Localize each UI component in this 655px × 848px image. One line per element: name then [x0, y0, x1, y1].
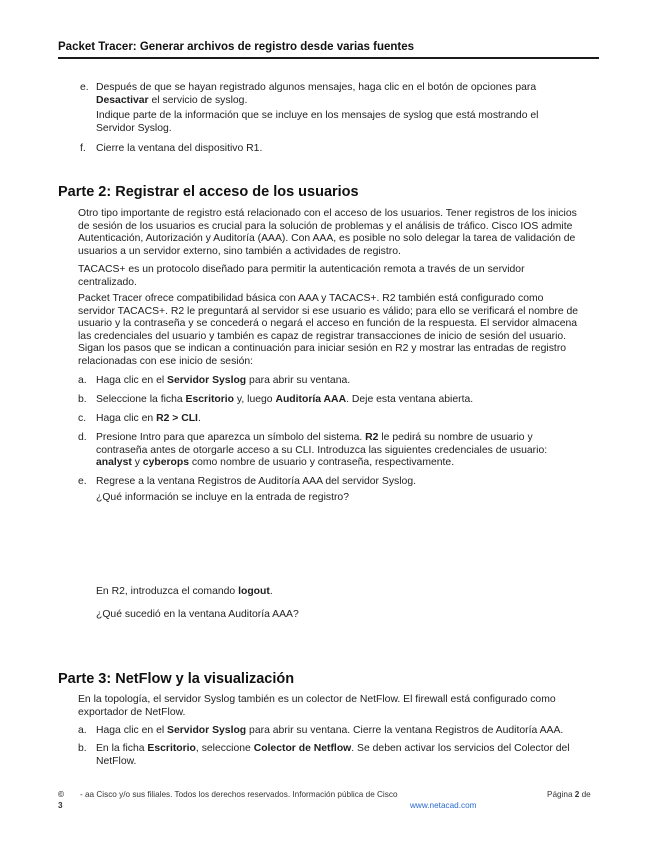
- servidor-syslog-label-2: Servidor Syslog: [167, 725, 247, 736]
- part2-p3-line: Packet Tracer ofrece compatibilidad básica con AAA y TACACS+. R2 también está configurado como: [78, 293, 544, 304]
- p2-step-d-l1-post: le pedirá su nombre de usuario y: [378, 432, 533, 443]
- escritorio-label: Escritorio: [185, 394, 235, 405]
- r2-cli-label: R2 > CLI: [156, 413, 198, 424]
- p2-step-b-post: . Deje esta ventana abierta.: [346, 394, 474, 405]
- step-e-sub-line2: Servidor Syslog.: [96, 122, 172, 134]
- p2-step-a-marker: a.: [78, 375, 87, 386]
- part3-p1-line: exportador de NetFlow.: [78, 706, 186, 718]
- step-f-marker: f.: [80, 143, 86, 154]
- part3-paragraph1: [78, 694, 598, 719]
- r2-label: R2: [365, 432, 379, 443]
- colector-netflow-label: Colector de Netflow: [253, 743, 352, 754]
- part2-paragraph1: [78, 208, 598, 258]
- p2-question-2: ¿Qué sucedió en la ventana Auditoría AAA?: [96, 609, 299, 620]
- p2-step-d-l3-mid: y: [131, 457, 143, 469]
- p3-step-b-post: . Se deben activar los servicios del Colector del: [351, 743, 570, 754]
- p2-step-d-line3: [96, 457, 596, 470]
- part2-paragraph3: [78, 293, 598, 369]
- page-header-title: Packet Tracer: Generar archivos de registro desde varias fuentes: [58, 41, 415, 53]
- p3-step-b-line1: [96, 743, 596, 756]
- part2-p3-line: relacionadas con ese inicio de sesión:: [78, 355, 254, 367]
- p2-step-d-l3-post: como nombre de usuario y contraseña, respectivamente.: [189, 457, 455, 469]
- p3-step-b-line2: NetFlow.: [96, 755, 137, 767]
- footer-netacad-link[interactable]: www.netacad.com: [410, 801, 477, 810]
- logout-label: logout: [238, 586, 270, 597]
- p2-step-a-post: para abrir su ventana.: [246, 375, 351, 386]
- p2-step-d-line2: contraseña antes de otorgarle acceso a su CLI. Introduzca las siguientes credenciales de usuario:: [96, 444, 548, 456]
- p2-step-b-pre: Seleccione la ficha: [96, 394, 186, 405]
- p2-step-b-mid: y, luego: [234, 394, 276, 405]
- part2-p2-line: TACACS+ es un protocolo diseñado para permitir la autenticación remota a través de un servidor: [78, 264, 525, 275]
- part2-p3-line: Sigan los pasos que se indican a continuación para iniciar sesión en R2 y mostrar las entradas de registro: [78, 343, 567, 355]
- footer-page-number: [547, 790, 591, 799]
- p2-step-c-post: .: [197, 413, 201, 424]
- part2-p1-line: Autenticación, Autorización y Auditoría (AAA). Con AAA, es posible no solo delegar la tarea de validación de: [78, 233, 576, 245]
- p2-step-e-text: Regrese a la ventana Registros de Auditoría AAA del servidor Syslog.: [96, 476, 416, 487]
- p3-step-a-post: para abrir su ventana. Cierre la ventana Registros de Auditoría AAA.: [246, 725, 564, 736]
- step-e-line1: Después de que se hayan registrado algunos mensajes, haga clic en el botón de opciones para: [96, 82, 537, 93]
- footer-page-post: de: [579, 790, 591, 799]
- p3-step-b-text: [96, 743, 596, 768]
- footer-page-pre: Página: [547, 790, 575, 799]
- step-e-marker: e.: [80, 82, 89, 93]
- step-e-subtext: [96, 110, 596, 135]
- p3-step-a-text: [96, 725, 563, 738]
- p2-step-d-line1: [96, 432, 596, 445]
- part2-p3-line: las credenciales del usuario y también es capaz de registrar transacciones de inicio de sesión del usuario.: [78, 330, 567, 342]
- step-f-text: Cierre la ventana del dispositivo R1.: [96, 143, 263, 154]
- p3-step-a-marker: a.: [78, 725, 87, 736]
- footer-page-total: 3: [58, 801, 63, 810]
- p2-step-b-marker: b.: [78, 394, 87, 405]
- p2-step-b-text: [96, 394, 473, 407]
- part2-paragraph2: [78, 264, 598, 289]
- p2-step-c-marker: c.: [78, 413, 87, 424]
- part2-p1-line: Otro tipo importante de registro está relacionado con el acceso de los usuarios. Tener registros de los inicios: [78, 208, 577, 219]
- p2-step-d-marker: d.: [78, 432, 87, 443]
- auditoria-aaa-label: Auditoría AAA: [275, 394, 347, 405]
- logout-instruction: [96, 586, 273, 599]
- part3-p1-line: En la topología, el servidor Syslog también es un colector de NetFlow. El firewall está configurado como: [78, 694, 556, 705]
- step-e-line2: [96, 95, 596, 108]
- p3-step-b-marker: b.: [78, 743, 87, 754]
- p2-step-a-text: [96, 375, 350, 388]
- logout-post: .: [269, 586, 273, 597]
- p2-step-c-pre: Haga clic en: [96, 413, 157, 424]
- p2-step-c-text: [96, 413, 201, 426]
- servidor-syslog-label: Servidor Syslog: [167, 375, 247, 386]
- p3-step-b-mid: , seleccione: [195, 743, 254, 754]
- part2-p1-line: de sesión de los usuarios es crucial para la solución de problemas y el análisis de tráfico. Cisco IOS admite: [78, 220, 573, 232]
- escritorio-label-2: Escritorio: [147, 743, 196, 754]
- p3-step-b-pre: En la ficha: [96, 743, 148, 754]
- analyst-label: analyst: [96, 457, 132, 469]
- p3-step-a-pre: Haga clic en el: [96, 725, 168, 736]
- logout-pre: En R2, introduzca el comando: [96, 586, 239, 597]
- footer-copyright: - aa Cisco y/o sus filiales. Todos los derechos reservados. Información pública de Cisco: [80, 790, 398, 799]
- part2-p3-line: usuario y la contraseña y se concederá o negará el acceso en función de la respuesta. El servidor almacena: [78, 318, 578, 330]
- part3-heading: Parte 3: NetFlow y la visualización: [58, 671, 295, 687]
- part2-p1-line: usuarios a un servidor externo, sino también a actividades de registro.: [78, 245, 401, 257]
- step-e-text: [96, 82, 596, 107]
- p2-step-e-marker: e.: [78, 476, 87, 487]
- p2-step-d-text: [96, 432, 596, 470]
- desactivar-label: Desactivar: [96, 94, 149, 106]
- cyberops-label: cyberops: [142, 457, 189, 469]
- copyright-icon: ©: [58, 790, 65, 799]
- step-e-line2-rest: el servicio de syslog.: [148, 94, 248, 106]
- header-divider: [58, 57, 599, 59]
- part2-heading: Parte 2: Registrar el acceso de los usuarios: [58, 184, 359, 200]
- footer-page-current: 2: [574, 790, 580, 799]
- p2-step-a-pre: Haga clic en el: [96, 375, 168, 386]
- p2-question-1: ¿Qué información se incluye en la entrada de registro?: [96, 492, 349, 503]
- part2-p2-line: centralizado.: [78, 276, 137, 288]
- step-e-sub-line1: Indique parte de la información que se incluye en los mensajes de syslog que está mostrando el: [96, 110, 539, 121]
- part2-p3-line: servidor TACACS+. R2 le preguntará al servidor si ese usuario es válido; para ello se verificará el nombre de: [78, 305, 579, 317]
- p2-step-d-l1-pre: Presione Intro para que aparezca un símbolo del sistema.: [96, 432, 366, 443]
